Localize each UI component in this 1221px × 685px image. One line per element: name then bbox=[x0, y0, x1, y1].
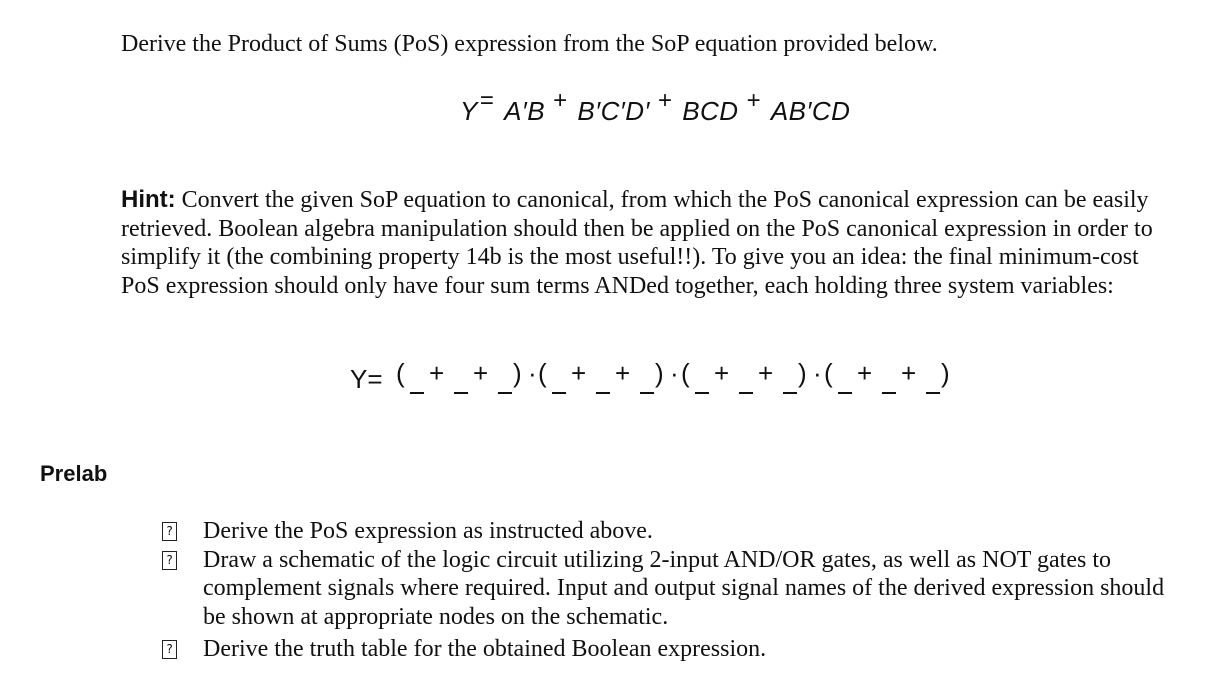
pos-dot: · bbox=[528, 358, 537, 388]
prelab-list bbox=[160, 517, 1170, 664]
hint-text: Convert the given SoP equation to canonical, from which the PoS canonical expression can be easily retrieved. Boolean algebra manipulation should then be applied on the PoS canonical expression in order to simplify it (the combining property 14b is the most useful!!). To give you an idea: the final minimum-cost PoS expression should only have four sum terms ANDed together, each holding three system variables: bbox=[121, 187, 1153, 299]
pos-blank bbox=[640, 392, 654, 394]
pos-open-paren: ( bbox=[538, 358, 547, 388]
list-item-text: Draw a schematic of the logic circuit utilizing 2-input AND/OR gates, as well as NOT gates to complement signals where required. Input and output signal names of the derived expression should be shown at appropriate nodes on the schematic. bbox=[203, 546, 1165, 630]
pos-plus: + bbox=[429, 358, 445, 388]
pos-open-paren: ( bbox=[681, 358, 690, 388]
list-item bbox=[160, 546, 1170, 632]
sop-plus: + bbox=[657, 87, 673, 114]
sop-equals: = bbox=[479, 87, 495, 114]
list-item-text: Derive the PoS expression as instructed above. bbox=[203, 518, 653, 544]
pos-plus: + bbox=[473, 358, 489, 388]
sop-term: BCD bbox=[682, 96, 739, 126]
sop-equation bbox=[460, 87, 856, 130]
pos-plus: + bbox=[857, 358, 873, 388]
sop-term: AB′CD bbox=[770, 96, 851, 126]
list-item-text: Derive the truth table for the obtained Boolean expression. bbox=[203, 636, 767, 663]
pos-plus: + bbox=[615, 358, 631, 388]
pos-dot: · bbox=[813, 358, 822, 388]
pos-close-paren: ) bbox=[655, 358, 664, 388]
pos-blank bbox=[838, 392, 852, 394]
pos-open-paren: ( bbox=[396, 358, 405, 388]
prelab-heading: Prelab bbox=[40, 461, 108, 486]
pos-plus: + bbox=[714, 358, 730, 388]
pos-blank bbox=[596, 392, 610, 394]
pos-dot: · bbox=[670, 358, 679, 388]
list-item bbox=[160, 635, 1170, 664]
pos-plus: + bbox=[758, 358, 774, 388]
missing-glyph-icon: ? bbox=[162, 640, 177, 659]
pos-plus: + bbox=[571, 358, 587, 388]
pos-close-paren: ) bbox=[798, 358, 807, 388]
pos-blank bbox=[783, 392, 797, 394]
pos-blank bbox=[926, 392, 940, 394]
intro-text: Derive the Product of Sums (PoS) expression from the SoP equation provided below. bbox=[121, 31, 938, 57]
sop-plus: + bbox=[746, 87, 762, 114]
pos-close-paren: ) bbox=[941, 358, 950, 388]
sop-term: A′B bbox=[504, 96, 546, 126]
pos-blank bbox=[552, 392, 566, 394]
pos-close-paren: ) bbox=[513, 358, 522, 388]
list-item bbox=[160, 517, 1170, 546]
pos-plus: + bbox=[901, 358, 917, 388]
pos-blank bbox=[882, 392, 896, 394]
pos-blank bbox=[695, 392, 709, 394]
missing-glyph-icon: ? bbox=[162, 522, 177, 541]
pos-blank bbox=[454, 392, 468, 394]
sop-term: B′C′D′ bbox=[577, 96, 650, 126]
pos-blank bbox=[410, 392, 424, 394]
sop-plus: + bbox=[553, 87, 568, 114]
pos-lhs: Y= bbox=[350, 364, 383, 394]
missing-glyph-icon: ? bbox=[162, 551, 177, 570]
pos-blank bbox=[498, 392, 512, 394]
hint-label: Hint: bbox=[121, 186, 176, 213]
sop-lhs: Y bbox=[460, 96, 478, 126]
pos-open-paren: ( bbox=[824, 358, 833, 388]
hint-paragraph bbox=[121, 186, 1181, 300]
pos-blank bbox=[739, 392, 753, 394]
